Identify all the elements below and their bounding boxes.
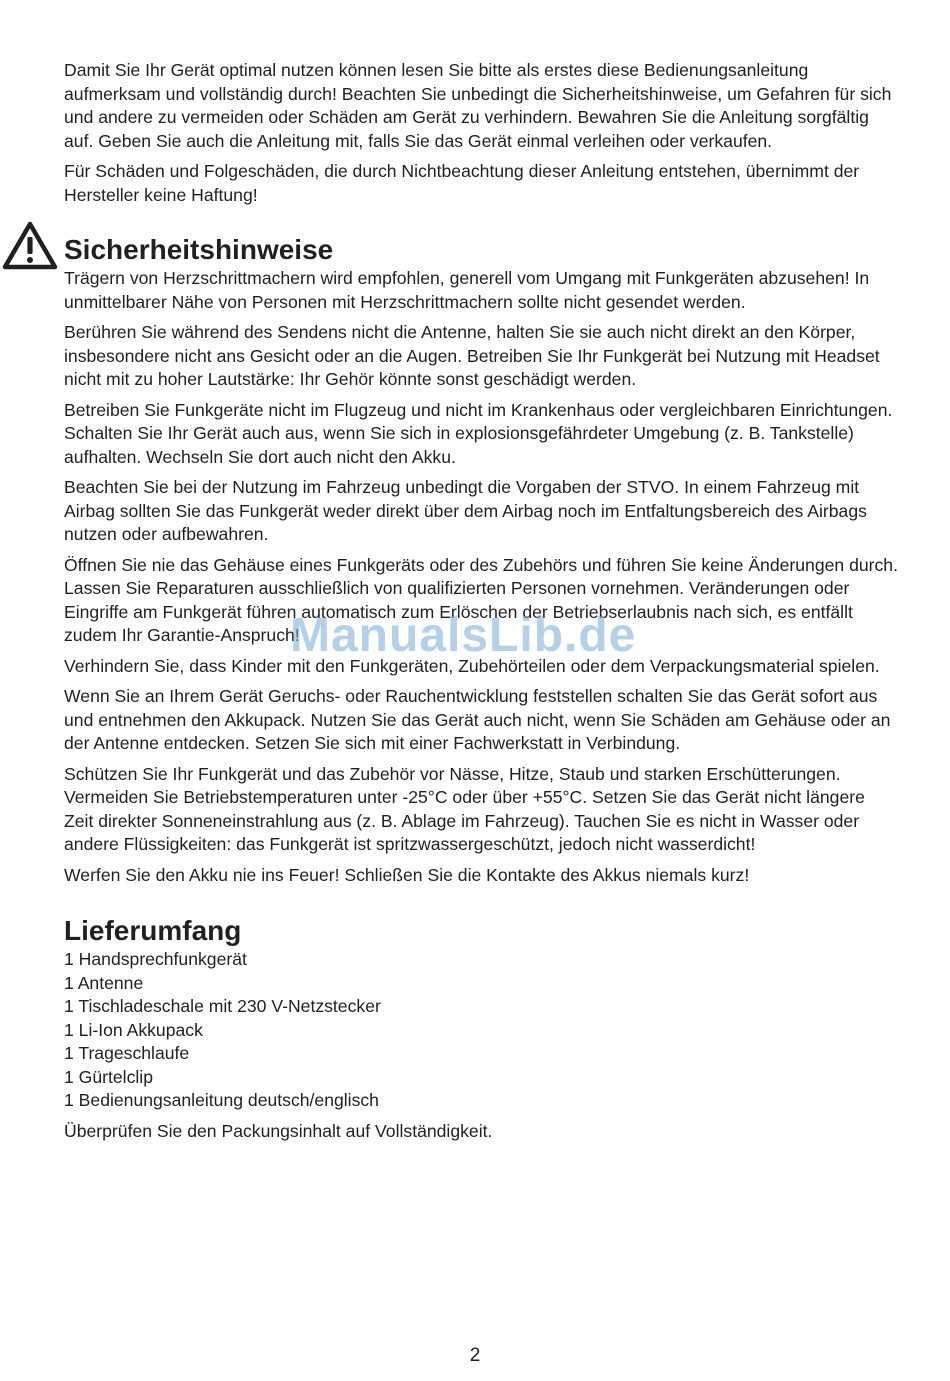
watermark: ManualsLib.de (290, 609, 637, 662)
list-item: 1 Handsprechfunkgerät (64, 949, 247, 969)
safety-section (64, 233, 898, 887)
delivery-section (64, 914, 898, 1143)
delivery-list (64, 948, 898, 1113)
list-item: 1 Antenne (64, 972, 144, 993)
delivery-note: Überprüfen Sie den Packungsinhalt auf Vollständigkeit. (64, 1120, 493, 1141)
list-item: 1 Bedienungsanleitung deutsch/englisch (64, 1090, 379, 1110)
safety-paragraph: Betreiben Sie Funkgeräte nicht im Flugzeug und nicht im Krankenhaus oder vergleichbaren Einrichtungen. Schalten Sie Ihr Gerät auch aus, wenn Sie sich in explosionsgefährdeter Umgebung (z. B. Tankstelle) aufhalten. Wechseln Sie dort auch nicht den Akku. (64, 399, 893, 467)
list-item: 1 Trageschlaufe (64, 1043, 190, 1063)
safety-paragraph: Schützen Sie Ihr Funkgerät und das Zubehör vor Nässe, Hitze, Staub und starken Erschütterungen. Vermeiden Sie Betriebstemperaturen unter -25°C oder über +55°C. Setzen Sie das Gerät nicht längere Zeit direkter Sonneneinstrahlung aus (z. B. Ablage im Fahrzeug). Tauchen Sie es nicht in Wasser oder andere Flüssigkeiten: das Funkgerät ist spritzwassergeschützt, jedoch nicht wasserdicht! (64, 763, 865, 854)
safety-paragraph: Beachten Sie bei der Nutzung im Fahrzeug unbedingt die Vorgaben der STVO. In einem Fahrzeug mit Airbag sollten Sie das Funkgerät weder direkt über dem Airbag noch im Entfaltungsbereich des Airbags nutzen oder aufbewahren. (64, 477, 867, 544)
safety-paragraph: Berühren Sie während des Sendens nicht die Antenne, halten Sie sie auch nicht direkt an den Körper, insbesondere nicht ans Gesicht oder an die Augen. Betreiben Sie Ihr Funkgerät bei Nutzung mit Headset nicht mit zu hoher Lautstärke: Ihr Gehör könnte sonst geschädigt werden. (64, 322, 880, 389)
page-content (64, 59, 898, 1150)
liability-paragraph: Für Schäden und Folgeschäden, die durch Nichtbeachtung dieser Anleitung entstehen, übernimmt der Hersteller keine Haftung! (64, 161, 860, 205)
safety-heading: Sicherheitshinweise (64, 234, 334, 265)
safety-paragraph: Werfen Sie den Akku nie ins Feuer! Schließen Sie die Kontakte des Akkus niemals kurz! (64, 864, 750, 885)
delivery-heading: Lieferumfang (64, 915, 242, 946)
list-item: 1 Li-Ion Akkupack (64, 1019, 203, 1040)
safety-paragraph: Trägern von Herzschrittmachern wird empfohlen, generell vom Umgang mit Funkgeräten abzusehen! In unmittelbarer Nähe von Personen mit Herzschrittmachern sollte nicht gesendet werden. (64, 268, 870, 312)
intro-paragraph: Damit Sie Ihr Gerät optimal nutzen können lesen Sie bitte als erstes diese Bedienungsanleitung aufmerksam und vollständig durch! Beachten Sie unbedingt die Sicherheitshinweise, um Gefahren für sich und andere zu vermeiden oder Schäden am Gerät zu verhindern. Bewahren Sie die Anleitung sorgfältig auf. Geben Sie auch die Anleitung mit, falls Sie das Gerät einmal verleihen oder verkaufen. (64, 60, 892, 151)
page-number: 2 (469, 1345, 481, 1366)
safety-paragraph: Verhindern Sie, dass Kinder mit den Funkgeräten, Zubehörteilen oder dem Verpackungsmaterial spielen. (64, 655, 880, 676)
warning-triangle-icon (2, 221, 58, 271)
safety-paragraph: Öffnen Sie nie das Gehäuse eines Funkgeräts oder des Zubehörs und führen Sie keine Änderungen durch. Lassen Sie Reparaturen ausschließlich von qualifizierten Personen vornehmen. Veränderungen oder Eingriffe am Funkgerät führen automatisch zum Erlöschen der Betriebserlaubnis nach sich, es entfällt zudem Ihr Garantie-Anspruch! (64, 554, 898, 645)
intro-section (64, 59, 898, 207)
list-item: 1 Tischladeschale mit 230 V-Netzstecker (64, 996, 381, 1016)
list-item: 1 Gürtelclip (64, 1066, 153, 1087)
safety-paragraph: Wenn Sie an Ihrem Gerät Geruchs- oder Rauchentwicklung feststellen schalten Sie das Gerät sofort aus und entnehmen den Akkupack. Nutzen Sie das Gerät auch nicht, wenn Sie Schäden am Gehäuse oder an der Antenne entdecken. Setzen Sie sich mit einer Fachwerkstatt in Verbindung. (64, 686, 891, 753)
